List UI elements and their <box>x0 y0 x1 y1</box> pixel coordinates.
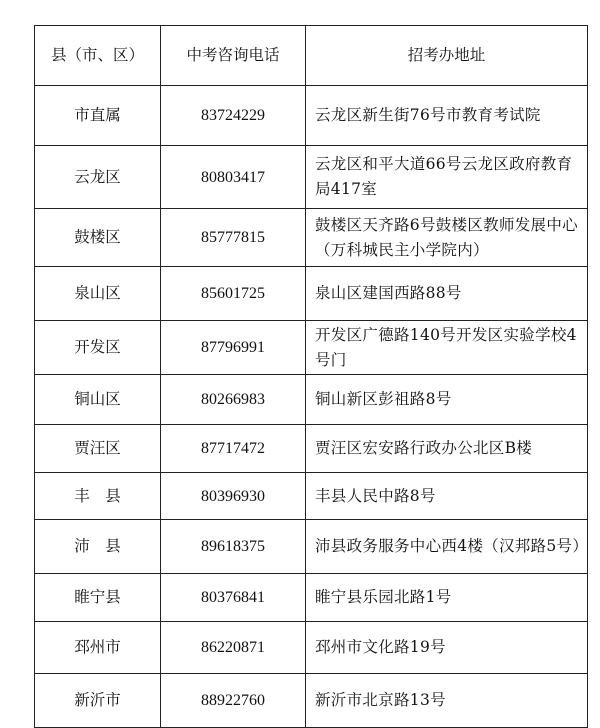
table-row <box>35 674 588 728</box>
address-cell: 开发区广德路140号开发区实验学校4号门 <box>306 321 588 375</box>
address-cell: 云龙区和平大道66号云龙区政府教育局417室 <box>306 146 588 209</box>
phone-cell: 89618375 <box>161 520 306 574</box>
phone-cell: 80266983 <box>161 375 306 425</box>
county-cell: 鼓楼区 <box>35 209 161 267</box>
phone-cell: 88922760 <box>161 674 306 728</box>
address-cell: 云龙区新生街76号市教育考试院 <box>306 86 588 146</box>
address-cell: 泉山区建国西路88号 <box>306 267 588 321</box>
county-cell: 沛 县 <box>35 520 161 574</box>
phone-cell: 86220871 <box>161 622 306 674</box>
contact-table <box>34 25 588 728</box>
address-cell: 新沂市北京路13号 <box>306 674 588 728</box>
phone-cell: 80803417 <box>161 146 306 209</box>
county-cell: 睢宁县 <box>35 574 161 622</box>
table-row <box>35 375 588 425</box>
county-cell: 新沂市 <box>35 674 161 728</box>
address-cell: 丰县人民中路8号 <box>306 473 588 520</box>
header-row <box>35 26 588 86</box>
table-row <box>35 622 588 674</box>
address-cell: 邳州市文化路19号 <box>306 622 588 674</box>
county-cell: 邳州市 <box>35 622 161 674</box>
address-cell: 沛县政务服务中心西4楼（汉邦路5号） <box>306 520 588 574</box>
county-cell: 开发区 <box>35 321 161 375</box>
header-phone: 中考咨询电话 <box>161 26 306 86</box>
county-cell: 泉山区 <box>35 267 161 321</box>
county-cell: 市直属 <box>35 86 161 146</box>
phone-cell: 87796991 <box>161 321 306 375</box>
table-row <box>35 321 588 375</box>
address-cell: 睢宁县乐园北路1号 <box>306 574 588 622</box>
table-row <box>35 267 588 321</box>
phone-cell: 85777815 <box>161 209 306 267</box>
phone-cell: 87717472 <box>161 425 306 473</box>
county-cell: 云龙区 <box>35 146 161 209</box>
table-row <box>35 146 588 209</box>
address-cell: 铜山新区彭祖路8号 <box>306 375 588 425</box>
phone-cell: 80396930 <box>161 473 306 520</box>
table-row <box>35 574 588 622</box>
table-row <box>35 520 588 574</box>
county-cell: 贾汪区 <box>35 425 161 473</box>
phone-cell: 83724229 <box>161 86 306 146</box>
phone-cell: 80376841 <box>161 574 306 622</box>
address-cell: 贾汪区宏安路行政办公北区B楼 <box>306 425 588 473</box>
table-row <box>35 86 588 146</box>
address-cell: 鼓楼区天齐路6号鼓楼区教师发展中心（万科城民主小学院内） <box>306 209 588 267</box>
table-row <box>35 425 588 473</box>
county-cell: 铜山区 <box>35 375 161 425</box>
header-address: 招考办地址 <box>306 26 588 86</box>
header-county: 县（市、区） <box>35 26 161 86</box>
table-row <box>35 473 588 520</box>
phone-cell: 85601725 <box>161 267 306 321</box>
county-cell: 丰 县 <box>35 473 161 520</box>
table-row <box>35 209 588 267</box>
